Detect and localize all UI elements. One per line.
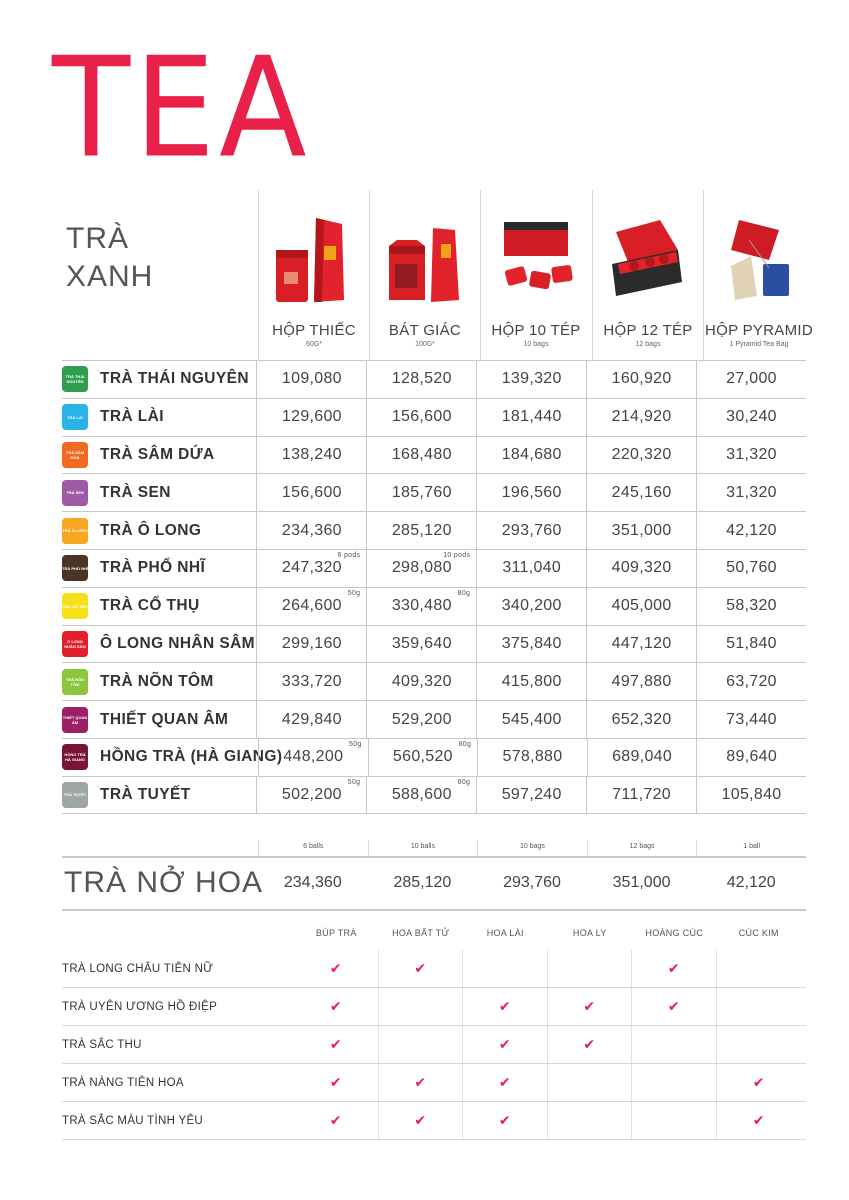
10-sachet-box-image [481,210,591,310]
badge-label: TRÀ SEN [66,490,84,496]
check-icon: ✔ [498,1074,511,1090]
price-value: 545,400 [501,710,562,728]
price-cell [366,512,476,549]
tea-name: HỒNG TRÀ (HÀ GIANG) [100,748,283,766]
price-cell [587,739,697,776]
tea-color-badge [62,404,88,430]
price-value: 89,640 [726,748,778,766]
price-value: 181,440 [501,408,562,426]
price-value: 333,720 [281,672,342,690]
badge-label: TRÀ CỔ THỤ [62,603,88,609]
price-cell [586,361,696,398]
tea-name: TRÀ LÀI [100,408,164,426]
price-cell [586,512,696,549]
tea-color-badge [62,707,88,733]
price-cell [256,701,366,738]
flower-cell [294,950,379,987]
tea-color-badge [62,782,88,808]
badge-label: TRÀ THÁI NGUYÊN [65,374,85,385]
price-value: 502,200 [281,785,342,803]
divider [62,909,806,911]
price-cell [256,474,366,511]
price-value: 42,120 [726,521,777,539]
weight-note: 80g [457,778,471,786]
table-row [62,776,806,814]
price-cell [366,399,476,436]
bloom-note: 10 balls [368,840,478,856]
bloom-price: 234,360 [283,874,342,891]
table-row [62,700,806,738]
flower-cell [548,1102,633,1139]
price-cell [256,512,366,549]
section-title-line1: TRÀ [66,222,129,255]
price-cell [696,588,806,625]
flower-column-header: HOÀNG CÚC [645,928,704,938]
flower-cell [379,1064,464,1101]
flower-column-header: HOA BẤT TỬ [392,928,450,938]
price-value: 168,480 [391,445,452,463]
price-cell [696,626,806,663]
price-cell [256,626,366,663]
tea-name: TRÀ CỔ THỤ [100,597,200,615]
bloom-price: 293,760 [503,874,561,891]
weight-note: 50g [347,778,361,786]
tea-color-badge [62,555,88,581]
price-value: 415,800 [501,672,562,690]
check-icon: ✔ [414,1112,427,1128]
price-value: 529,200 [391,710,452,728]
price-cell [586,626,696,663]
price-value: 63,720 [726,672,777,690]
price-value: 105,840 [721,785,782,803]
price-value: 298,080 [391,559,452,577]
flower-cell [717,1102,802,1139]
flower-tea-name: TRÀ SẮC MÀU TÌNH YÊU [62,1114,204,1127]
price-cell [696,777,806,813]
tea-color-badge [62,442,88,468]
weight-note: 50g [347,589,361,597]
price-value: 340,200 [501,597,562,615]
weight-note: 10 pods [443,551,471,559]
price-cell [696,437,806,474]
check-icon: ✔ [583,1036,596,1052]
tea-color-badge [62,744,88,770]
check-icon: ✔ [752,1074,765,1090]
price-cell [366,550,476,587]
price-cell [366,701,476,738]
price-cell [476,663,586,700]
price-cell [477,739,587,776]
flower-cell [294,1064,379,1101]
bloom-price: 285,120 [393,874,452,891]
table-row [62,587,806,625]
check-icon: ✔ [329,1074,342,1090]
price-value: 293,760 [501,521,562,539]
price-cell [586,701,696,738]
flower-cell [717,1026,802,1063]
price-cell [696,512,806,549]
product-name: HỘP THIẾC [272,322,356,339]
12-sachet-box-image [593,210,703,310]
price-cell [476,588,586,625]
price-cell [366,626,476,663]
price-cell [586,399,696,436]
flower-cell [379,1102,464,1139]
flower-cell [548,950,633,987]
table-row [62,662,806,700]
flower-row [62,1064,806,1102]
check-icon: ✔ [329,1036,342,1052]
weight-note: 80g [458,740,472,748]
price-value: 138,240 [281,445,342,463]
price-value: 128,520 [391,370,452,388]
price-cell [256,399,366,436]
price-cell [366,663,476,700]
badge-label: THIẾT QUAN ÂM [62,714,88,725]
price-value: 184,680 [501,445,562,463]
flower-cell [463,1026,548,1063]
flower-cell [632,1026,717,1063]
price-value: 27,000 [726,370,777,388]
price-value: 652,320 [611,710,672,728]
flower-row [62,1026,806,1064]
check-icon: ✔ [414,1074,427,1090]
tea-color-badge [62,366,88,392]
price-cell [586,437,696,474]
price-cell [366,474,476,511]
price-cell [586,550,696,587]
table-row [62,625,806,663]
price-value: 447,120 [611,634,672,652]
bloom-price-row [258,857,806,909]
price-value: 58,320 [726,597,777,615]
badge-label: TRÀ NÕN TÔM [65,676,85,687]
flower-ingredient-table [62,928,806,1140]
price-value: 497,880 [611,672,672,690]
flower-cell [379,988,464,1025]
tin-box-image [259,210,369,310]
price-value: 330,480 [391,597,452,615]
check-icon: ✔ [667,960,680,976]
table-row [62,360,806,398]
flower-row [62,1102,806,1140]
price-cell [476,399,586,436]
tea-name: TRÀ SEN [100,483,171,501]
check-icon: ✔ [414,960,427,976]
product-name: BÁT GIÁC [388,322,462,339]
check-icon: ✔ [752,1112,765,1128]
price-value: 429,840 [281,710,342,728]
product-sub: 12 bags [635,341,661,348]
price-cell [696,474,806,511]
flower-cell [717,950,802,987]
product-name: HỘP 10 TÉP [491,322,581,339]
flower-cell [463,988,548,1025]
price-cell [476,550,586,587]
flower-cell [463,1064,548,1101]
bloom-note: 1 ball [696,840,806,856]
price-value: 196,560 [501,483,562,501]
tea-name: TRÀ SÂM DỨA [100,445,215,463]
badge-label: Ô LONG NHÂN SÂM [64,638,86,649]
octagon-box-image [370,210,480,310]
check-icon: ✔ [498,1036,511,1052]
bloom-price: 351,000 [612,874,671,891]
price-cell [476,474,586,511]
price-value: 359,640 [391,634,452,652]
price-cell [476,777,586,813]
price-cell [258,739,368,776]
check-icon: ✔ [498,998,511,1014]
flower-column-header: HOA LÀI [486,928,524,938]
price-cell [476,437,586,474]
flower-header-row [294,928,806,950]
check-icon: ✔ [583,998,596,1014]
price-value: 405,000 [611,597,672,615]
flower-cell [548,1064,633,1101]
price-value: 234,360 [281,521,342,539]
badge-label: HỒNG TRÀ HÀ GIANG [64,752,86,763]
bloom-note: 10 bags [477,840,587,856]
weight-note: 80g [457,589,471,597]
flower-cell [379,1026,464,1063]
price-cell [256,550,366,587]
flower-cell [632,1064,717,1101]
green-tea-price-table [62,360,806,814]
table-row [62,511,806,549]
price-value: 560,520 [392,748,453,766]
price-value: 156,600 [281,483,342,501]
flower-column-header: HOA LY [572,928,607,938]
flower-tea-name: TRÀ UYÊN ƯƠNG HỒ ĐIỆP [62,1000,218,1013]
price-value: 129,600 [281,408,342,426]
flower-cell [717,988,802,1025]
flower-cell [632,988,717,1025]
tea-color-badge [62,631,88,657]
price-value: 351,000 [611,521,672,539]
table-row [62,738,806,776]
price-cell [696,663,806,700]
flower-cell [294,988,379,1025]
check-icon: ✔ [329,960,342,976]
tea-name: TRÀ PHỔ NHĨ [100,559,206,577]
flower-cell [379,950,464,987]
bloom-pack-notes [258,840,806,856]
price-cell [366,588,476,625]
price-value: 588,600 [391,785,452,803]
check-icon: ✔ [329,998,342,1014]
price-value: 50,760 [726,559,777,577]
product-name: HỘP 12 TÉP [603,322,693,339]
tea-name: TRÀ TUYẾT [100,785,191,803]
badge-label: TRÀ PHỔ NHĨ [62,565,88,571]
price-value: 51,840 [726,634,777,652]
price-cell [256,588,366,625]
price-value: 711,720 [612,785,671,803]
table-row [62,398,806,436]
tea-color-badge [62,593,88,619]
flower-cell [717,1064,802,1101]
green-tea-section-title [66,220,246,296]
price-value: 156,600 [391,408,452,426]
product-sub: 10 bags [523,341,549,348]
tea-name: Ô LONG NHÂN SÂM [100,634,255,652]
product-column-12-bags [593,210,703,348]
weight-note: 50g [349,740,362,748]
product-sub: 60G* [306,341,322,348]
price-value: 597,240 [501,785,562,803]
bloom-section-title: TRÀ NỞ HOA [64,866,264,899]
price-cell [256,663,366,700]
price-cell [476,701,586,738]
product-sub: 100G* [415,341,435,348]
flower-cell [548,1026,633,1063]
tea-name: TRÀ NÕN TÔM [100,672,214,690]
check-icon: ✔ [329,1112,342,1128]
pyramid-bag-image [704,210,814,310]
bloom-note: 6 balls [258,840,368,856]
price-value: 448,200 [283,748,344,766]
bloom-price: 42,120 [726,874,776,891]
product-column-10-bags [481,210,591,348]
product-column-pyramid [704,210,814,348]
flower-cell [632,1102,717,1139]
tea-name: TRÀ THÁI NGUYÊN [100,370,249,388]
price-value: 73,440 [726,710,777,728]
price-value: 30,240 [726,408,777,426]
flower-column-header: BÚP TRÀ [315,928,357,938]
check-icon: ✔ [498,1112,511,1128]
tea-name: TRÀ Ô LONG [100,521,202,539]
price-cell [586,588,696,625]
table-row [62,436,806,474]
flower-tea-name: TRÀ SẮC THU [62,1038,142,1051]
price-value: 31,320 [726,483,777,501]
flower-cell [294,1102,379,1139]
product-column-octagon [370,210,480,348]
product-column-tin-box [259,210,369,348]
tea-name: THIẾT QUAN ÂM [100,710,229,728]
table-row [62,549,806,587]
flower-column-header: CÚC KIM [738,928,779,938]
badge-label: TRÀ LÀI [67,414,83,420]
section-title-line2: XANH [66,260,154,293]
tea-color-badge [62,669,88,695]
tea-color-badge [62,480,88,506]
price-value: 409,320 [611,559,672,577]
price-value: 185,760 [391,483,452,501]
weight-note: 6 pods [337,551,361,559]
badge-label: TRÀ Ô LONG [62,528,88,534]
check-icon: ✔ [667,998,680,1014]
price-cell [586,663,696,700]
price-cell [476,361,586,398]
badge-label: TRÀ SÂM DỨA [65,449,85,460]
price-value: 264,600 [281,597,342,615]
price-cell [368,739,478,776]
price-value: 214,920 [611,408,672,426]
price-cell [476,512,586,549]
price-value: 245,160 [611,483,672,501]
price-value: 299,160 [281,634,342,652]
price-cell [366,777,476,813]
bloom-note: 12 bags [587,840,697,856]
product-name: HỘP PYRAMID [704,322,814,339]
price-value: 160,920 [611,370,672,388]
price-value: 409,320 [391,672,452,690]
flower-row [62,988,806,1026]
price-cell [696,550,806,587]
price-value: 285,120 [391,521,452,539]
price-cell [696,361,806,398]
price-value: 689,040 [612,748,673,766]
flower-cell [632,950,717,987]
flower-cell [294,1026,379,1063]
price-cell [256,437,366,474]
price-value: 31,320 [726,445,777,463]
price-cell [696,701,806,738]
price-value: 578,880 [502,748,563,766]
flower-tea-name: TRÀ NÀNG TIÊN HOA [62,1076,184,1089]
price-value: 220,320 [611,445,672,463]
price-cell [586,777,696,813]
price-cell [366,437,476,474]
badge-label: TRÀ TUYẾT [63,792,87,798]
price-cell [256,361,366,398]
tea-color-badge [62,518,88,544]
price-cell [366,361,476,398]
price-cell [586,474,696,511]
price-cell [256,777,366,813]
price-value: 375,840 [501,634,562,652]
flower-cell [463,950,548,987]
flower-cell [548,988,633,1025]
price-cell [696,739,806,776]
price-value: 109,080 [281,370,342,388]
price-value: 311,040 [502,559,562,577]
price-value: 247,320 [281,559,342,577]
page-title: TEA [52,28,311,190]
flower-tea-name: TRÀ LONG CHÂU TIÊN NỮ [62,962,214,975]
product-sub: 1 Pyramid Tea Bag [729,341,789,348]
price-value: 139,320 [501,370,562,388]
price-cell [696,399,806,436]
flower-cell [463,1102,548,1139]
flower-row [62,950,806,988]
price-cell [476,626,586,663]
table-row [62,473,806,511]
